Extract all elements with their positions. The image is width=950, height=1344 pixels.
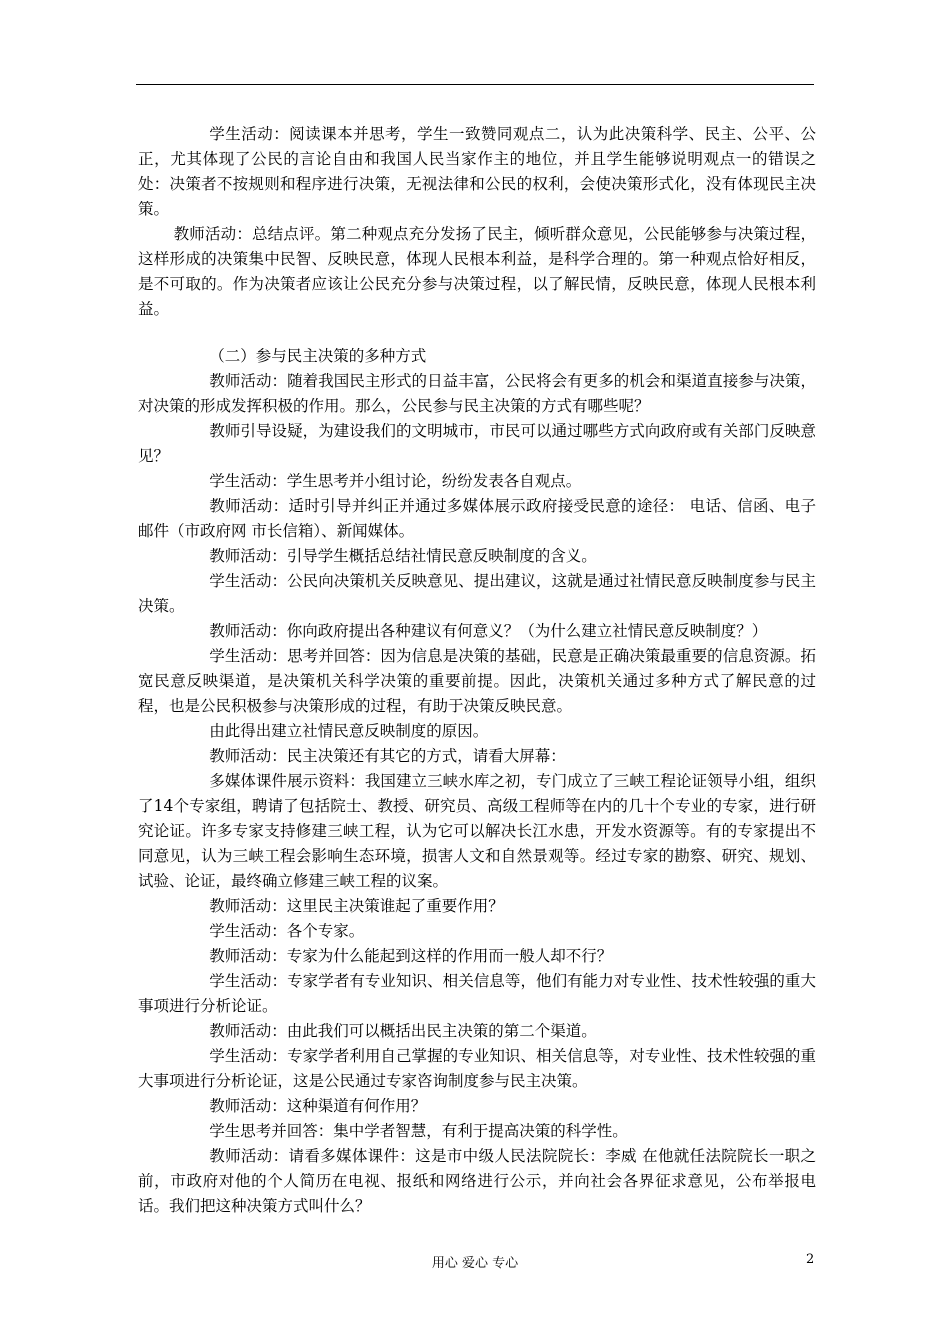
- paragraph: 教师活动：适时引导并纠正并通过多媒体展示政府接受民意的途径： 电话、信函、电子邮件（市政府网 市长信箱）、新闻媒体。: [138, 497, 816, 540]
- footer-text: 用心 爱心 专心: [431, 1256, 519, 1271]
- document-body: [138, 122, 816, 1219]
- paragraph: 多媒体课件展示资料：我国建立三峡水库之初，专门成立了三峡工程论证领导小组，组织了14个专家组，聘请了包括院士、教授、研究员、高级工程师等在内的几十个专业的专家，进行研究论证。许多专家支持修建三峡工程，认为它可以解决长江水患，开发水资源等。有的专家提出不同意见，认为三峡工程会影响生态环境，损害人文和自然景观等。经过专家的勘察、研究、规划、试验、论证，最终确立修建三峡工程的议案。: [138, 772, 816, 890]
- paragraph: 教师活动：专家为什么能起到这样的作用而一般人却不行？: [209, 947, 613, 965]
- paragraph: 学生活动：专家学者利用自己掌握的专业知识、相关信息等，对专业性、技术性较强的重大事项进行分析论证，这是公民通过专家咨询制度参与民主决策。: [138, 1047, 816, 1090]
- paragraph: 教师活动：民主决策还有其它的方式，请看大屏幕：: [209, 747, 566, 765]
- paragraph: 教师活动：总结点评。第二种观点充分发扬了民主，倾听群众意见，公民能够参与决策过程，这样形成的决策集中民智、反映民意，体现人民根本利益，是科学合理的。第一种观点恰好相反，是不可取的。作为决策者应该让公民充分参与决策过程，以了解民情，反映民意，体现人民根本利益。: [138, 225, 816, 318]
- paragraph: 教师活动：这种渠道有何作用？: [209, 1097, 427, 1115]
- section-heading: （二）参与民主决策的多种方式: [209, 347, 427, 365]
- paragraph: 教师活动：引导学生概括总结社情民意反映制度的含义。: [209, 547, 597, 565]
- paragraph: 教师活动：随着我国民主形式的日益丰富，公民将会有更多的机会和渠道直接参与决策，对决策的形成发挥积极的作用。那么，公民参与民主决策的方式有哪些呢？: [138, 372, 816, 415]
- paragraph: 教师活动：这里民主决策谁起了重要作用？: [209, 897, 504, 915]
- paragraph: 学生活动：思考并回答：因为信息是决策的基础，民意是正确决策最重要的信息资源。拓宽民意反映渠道，是决策机关科学决策的重要前提。因此，决策机关通过多种方式了解民意的过程，也是公民积极参与决策形成的过程，有助于决策反映民意。: [138, 647, 816, 715]
- paragraph: 学生活动：学生思考并小组讨论，纷纷发表各自观点。: [209, 472, 582, 490]
- paragraph: 学生活动：各个专家。: [209, 922, 365, 940]
- paragraph: 由此得出建立社情民意反映制度的原因。: [209, 722, 489, 740]
- paragraph: 学生活动：公民向决策机关反映意见、提出建议，这就是通过社情民意反映制度参与民主决策。: [138, 572, 816, 615]
- paragraph: 学生思考并回答：集中学者智慧，有利于提高决策的科学性。: [209, 1122, 628, 1140]
- page-number: 2: [806, 1252, 815, 1267]
- header-rule: [136, 84, 814, 85]
- paragraph: 教师活动：请看多媒体课件：这是市中级人民法院院长：李威 在他就任法院院长一职之前，市政府对他的个人简历在电视、报纸和网络进行公示，并向社会各界征求意见，公布举报电话。我们把这种决策方式叫什么？: [138, 1147, 816, 1215]
- paragraph: 学生活动：阅读课本并思考，学生一致赞同观点二，认为此决策科学、民主、公平、公正，尤其体现了公民的言论自由和我国人民当家作主的地位，并且学生能够说明观点一的错误之处：决策者不按规则和程序进行决策，无视法律和公民的权利，会使决策形式化，没有体现民主决策。: [138, 125, 816, 218]
- paragraph-gap: [138, 322, 816, 344]
- paragraph: 教师活动：由此我们可以概括出民主决策的第二个渠道。: [209, 1022, 597, 1040]
- paragraph: 教师引导设疑，为建设我们的文明城市，市民可以通过哪些方式向政府或有关部门反映意见？: [138, 422, 816, 465]
- paragraph: 学生活动：专家学者有专业知识、相关信息等，他们有能力对专业性、技术性较强的重大事项进行分析论证。: [138, 972, 816, 1015]
- paragraph: 教师活动：你向政府提出各种建议有何意义？（为什么建立社情民意反映制度？）: [209, 622, 768, 640]
